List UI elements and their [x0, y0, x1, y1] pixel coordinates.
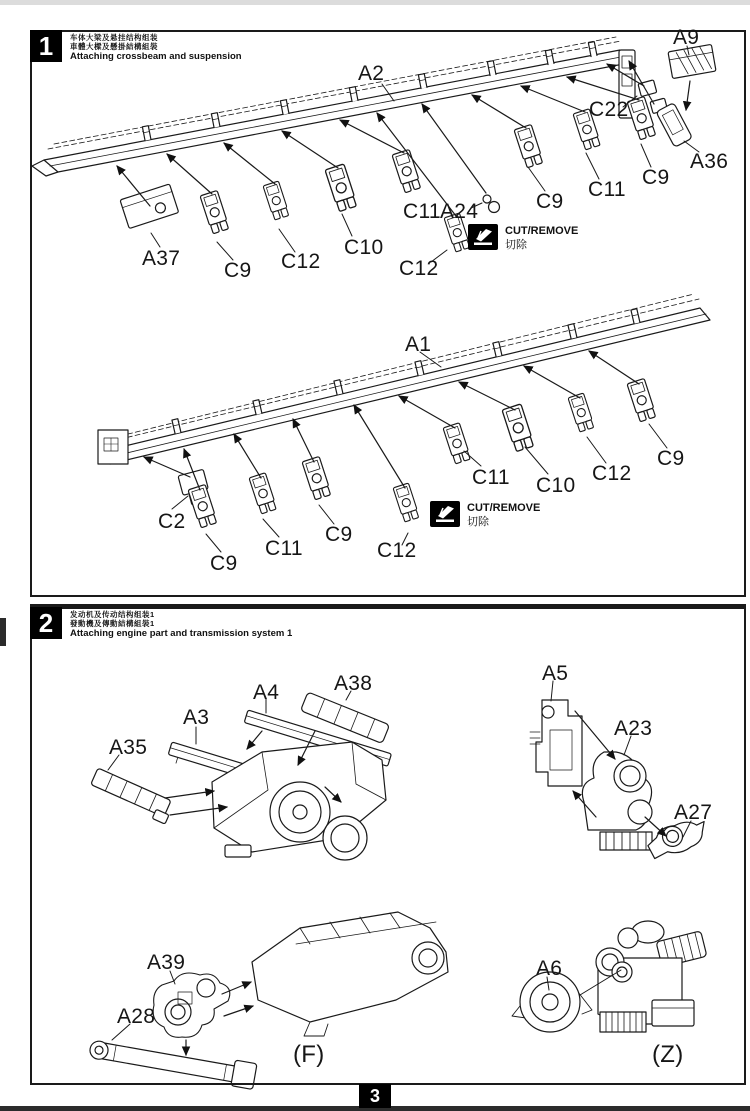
part-label-c11: C11: [265, 537, 303, 560]
part-label-c10: C10: [344, 236, 384, 259]
cut-remove-text: [467, 501, 540, 530]
sprue-label-f: (F): [293, 1041, 325, 1068]
part-label-a3: A3: [183, 706, 210, 729]
step-1-number-box: [30, 30, 62, 62]
part-label-a1: A1: [405, 333, 432, 356]
step-2-title-en: Attaching engine part and transmission system 1: [70, 628, 293, 639]
part-label-a4: A4: [253, 681, 280, 704]
part-label-c9: C9: [536, 190, 564, 213]
part-label-a24: A24: [440, 200, 479, 223]
part-label-c9: C9: [325, 523, 353, 546]
part-label-a37: A37: [142, 247, 181, 270]
part-label-a6: A6: [536, 957, 563, 980]
part-label-a27: A27: [674, 801, 713, 824]
part-label-c12: C12: [592, 462, 632, 485]
cut-remove-cn: 切除: [505, 239, 527, 251]
part-label-c2: C2: [158, 510, 186, 533]
step-1-header: [70, 33, 242, 62]
part-label-c11: C11: [588, 178, 626, 201]
part-label-a23: A23: [614, 717, 653, 740]
step-1-section: [30, 30, 746, 597]
step-2-number: 2: [38, 607, 54, 638]
part-label-c9: C9: [224, 259, 252, 282]
part-label-c9: C9: [210, 552, 238, 575]
part-label-a36: A36: [690, 150, 729, 173]
part-label-a39: A39: [147, 951, 186, 974]
part-label-a38: A38: [334, 672, 373, 695]
part-label-a35: A35: [109, 736, 148, 759]
part-label-a28: A28: [117, 1005, 156, 1028]
cut-remove-callout-1: [468, 224, 578, 253]
cut-remove-en: CUT/REMOVE: [467, 502, 541, 514]
part-label-a9: A9: [673, 26, 700, 49]
step-1-title-cn-simplified: 车体大梁及悬挂结构组装: [70, 33, 158, 42]
step-2-title-cn-simplified: 发动机及传动结构组装1: [70, 610, 155, 619]
part-label-c11: C11: [472, 466, 510, 489]
cut-remove-en: CUT/REMOVE: [505, 225, 579, 237]
cut-remove-text: [505, 224, 578, 253]
step-2-number-box: [30, 607, 62, 639]
part-label-c9: C9: [657, 447, 685, 470]
part-label-c12: C12: [399, 257, 439, 280]
cut-remove-cn: 切除: [467, 516, 489, 528]
step-2-header: [70, 610, 292, 639]
step-1-number: 1: [38, 30, 54, 61]
cut-remove-callout-2: [430, 501, 540, 530]
step-1-title-en: Attaching crossbeam and suspension: [70, 51, 242, 62]
part-label-c10: C10: [536, 474, 576, 497]
page-number: 3: [369, 1085, 380, 1106]
part-label-c11: C11: [403, 200, 441, 223]
step-2-title-cn-traditional: 發動機及傳動結構組裝1: [70, 619, 155, 628]
part-label-a5: A5: [542, 662, 569, 685]
page-number-box: [359, 1084, 391, 1108]
sprue-label-z: (Z): [652, 1041, 684, 1068]
knife-icon: [430, 501, 460, 527]
part-label-c22: C22: [589, 98, 629, 121]
part-label-c9: C9: [642, 166, 670, 189]
part-label-a2: A2: [358, 62, 385, 85]
part-label-c12: C12: [281, 250, 321, 273]
step-1-title-cn-traditional: 車體大樑及懸掛結構組裝: [70, 42, 158, 51]
knife-icon: [468, 224, 498, 250]
part-label-c12: C12: [377, 539, 417, 562]
